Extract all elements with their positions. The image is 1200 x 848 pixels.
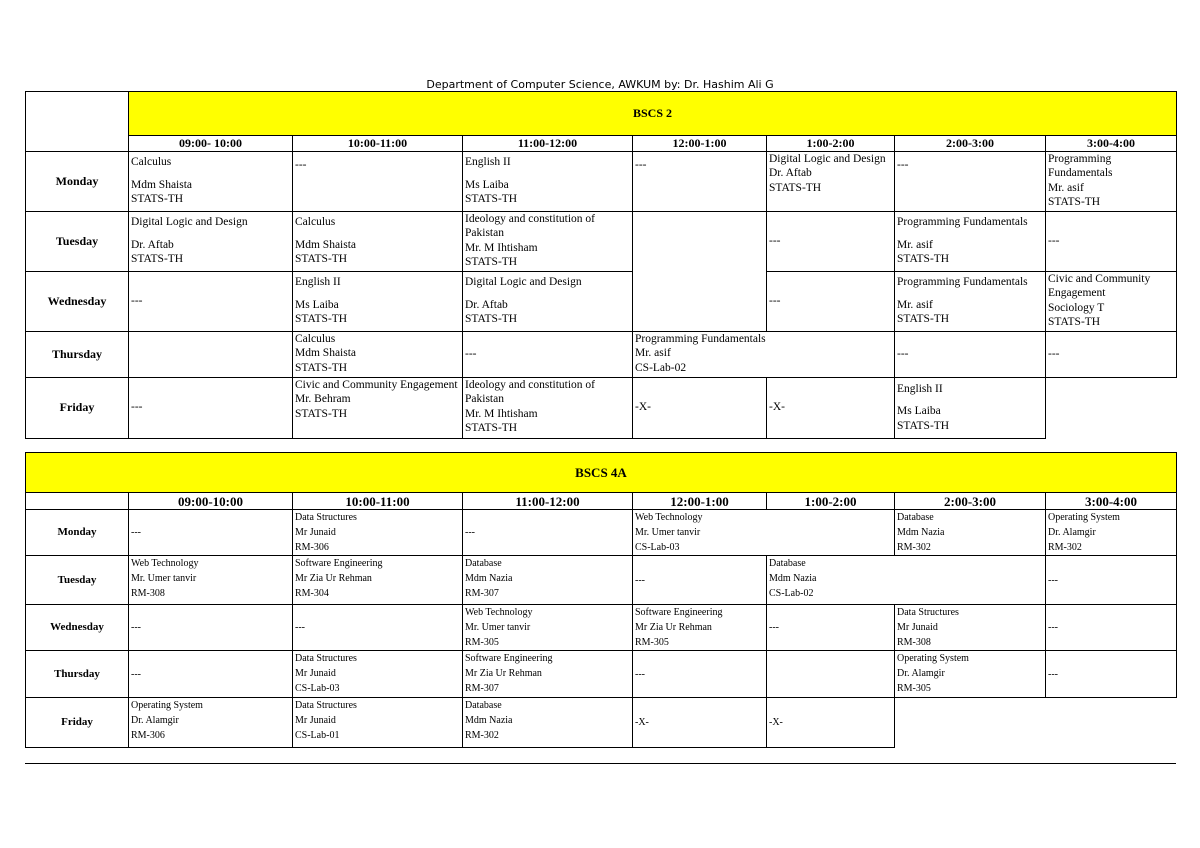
- class-slot: [293, 510, 463, 556]
- empty-slot: ---: [1046, 331, 1177, 377]
- course-name: Operating System: [1048, 512, 1120, 523]
- class-slot: [1046, 271, 1177, 331]
- room-name: RM-306: [131, 730, 165, 741]
- empty-slot: ---: [1046, 556, 1177, 605]
- course-name: Calculus: [131, 156, 172, 169]
- day-label-wednesday: Wednesday: [26, 271, 129, 331]
- room-name: CS-Lab-01: [295, 730, 340, 741]
- time-slot-header: 1:00-2:00: [767, 493, 895, 510]
- room-name: STATS-TH: [465, 313, 518, 326]
- room-name: STATS-TH: [897, 313, 950, 326]
- course-name: Ideology and constitution of Pakistan: [465, 212, 595, 239]
- time-slot-header: 11:00-12:00: [463, 493, 633, 510]
- section-title: BSCS 2: [129, 92, 1177, 136]
- corner-cell: [26, 493, 129, 510]
- instructor-name: Dr. Alamgir: [897, 668, 945, 679]
- course-name: Database: [769, 558, 806, 569]
- time-slot-header: 12:00-1:00: [633, 136, 767, 152]
- empty-slot: [767, 651, 895, 698]
- instructor-name: Dr. Alamgir: [131, 715, 179, 726]
- room-name: STATS-TH: [1048, 196, 1101, 208]
- class-slot: [293, 556, 463, 605]
- course-name: Ideology and constitution of Pakistan: [465, 378, 595, 405]
- instructor-name: Mdm Shaista: [295, 238, 357, 251]
- empty-slot: ---: [463, 331, 633, 377]
- empty-slot: ---: [895, 331, 1046, 377]
- day-label-thursday: Thursday: [26, 651, 129, 698]
- class-slot: [129, 211, 293, 271]
- room-name: RM-308: [897, 637, 931, 648]
- class-slot: [463, 651, 633, 698]
- course-name: Digital Logic and Design: [465, 276, 582, 289]
- cancelled-slot: -X-: [767, 698, 895, 748]
- empty-slot: ---: [895, 151, 1046, 211]
- instructor-name: Dr. Aftab: [465, 298, 508, 311]
- empty-slot: ---: [129, 605, 293, 651]
- empty-slot: ---: [767, 211, 895, 271]
- room-name: STATS-TH: [295, 313, 348, 326]
- course-name: Civic and Community Engagement: [1048, 272, 1151, 299]
- empty-slot: ---: [463, 510, 633, 556]
- room-name: RM-302: [465, 730, 499, 741]
- room-name: STATS-TH: [131, 193, 184, 206]
- course-name: Civic and Community Engagement: [295, 378, 458, 391]
- course-name: Programming Fundamentals: [1048, 152, 1113, 179]
- class-slot: [129, 698, 293, 748]
- course-name: Data Structures: [295, 653, 357, 664]
- empty-slot: [633, 211, 767, 331]
- empty-slot: ---: [129, 271, 293, 331]
- empty-slot: ---: [129, 377, 293, 438]
- time-slot-header: 2:00-3:00: [895, 493, 1046, 510]
- empty-slot: [129, 331, 293, 377]
- day-label-friday: Friday: [26, 377, 129, 438]
- class-slot: [633, 510, 895, 556]
- room-name: STATS-TH: [465, 422, 518, 434]
- room-name: RM-305: [897, 683, 931, 694]
- course-name: Calculus: [295, 332, 336, 345]
- class-slot: [895, 651, 1046, 698]
- course-name: Data Structures: [897, 607, 959, 618]
- course-name: Digital Logic and Design: [769, 152, 886, 165]
- room-name: CS-Lab-03: [295, 683, 340, 694]
- empty-slot: ---: [633, 151, 767, 211]
- empty-slot: ---: [1046, 211, 1177, 271]
- course-name: Data Structures: [295, 512, 357, 523]
- empty-slot: ---: [767, 271, 895, 331]
- instructor-name: Mr Junaid: [295, 668, 336, 679]
- room-name: STATS-TH: [295, 253, 348, 266]
- class-slot: [1046, 151, 1177, 211]
- instructor-name: Mdm Nazia: [897, 527, 945, 538]
- timetable-bscs2: [25, 91, 1177, 439]
- room-name: STATS-TH: [769, 181, 822, 194]
- course-name: Programming Fundamentals: [897, 276, 1028, 289]
- blank-cell: [895, 698, 1046, 748]
- room-name: CS-Lab-02: [635, 361, 687, 374]
- cancelled-slot: -X-: [633, 698, 767, 748]
- instructor-name: Mr. Umer tanvir: [465, 622, 531, 633]
- day-label-tuesday: Tuesday: [26, 211, 129, 271]
- time-slot-header: 10:00-11:00: [293, 136, 463, 152]
- day-label-monday: Monday: [26, 151, 129, 211]
- empty-slot: ---: [633, 651, 767, 698]
- class-slot: [463, 211, 633, 271]
- time-slot-header: 3:00-4:00: [1046, 493, 1177, 510]
- instructor-name: Mr. asif: [635, 347, 671, 359]
- class-slot: [293, 331, 463, 377]
- document-header: Department of Computer Science, AWKUM by: Dr. Hashim Ali G: [426, 78, 774, 91]
- instructor-name: Dr. Aftab: [131, 238, 174, 251]
- room-name: STATS-TH: [131, 253, 184, 266]
- instructor-name: Mdm Shaista: [295, 347, 357, 359]
- empty-slot: ---: [767, 605, 895, 651]
- class-slot: [463, 377, 633, 438]
- room-name: RM-306: [295, 542, 329, 553]
- room-name: CS-Lab-02: [769, 588, 814, 599]
- class-slot: [895, 510, 1046, 556]
- timetable-bscs4a: [25, 452, 1177, 748]
- instructor-name: Mr. asif: [897, 298, 933, 311]
- course-name: Digital Logic and Design: [131, 216, 248, 229]
- room-name: RM-302: [1048, 542, 1082, 553]
- instructor-name: Mr. Behram: [295, 393, 351, 405]
- day-label-friday: Friday: [26, 698, 129, 748]
- empty-slot: ---: [293, 151, 463, 211]
- instructor-name: Sociology T: [1048, 301, 1105, 314]
- class-slot: [463, 605, 633, 651]
- time-slot-header: 09:00-10:00: [129, 493, 293, 510]
- class-slot: [463, 556, 633, 605]
- course-name: Programming Fundamentals: [897, 216, 1028, 229]
- class-slot: [129, 556, 293, 605]
- empty-slot: ---: [129, 651, 293, 698]
- page-bottom-rule: [25, 763, 1176, 764]
- time-slot-header: 11:00-12:00: [463, 136, 633, 152]
- instructor-name: Mr Zia Ur Rehman: [635, 622, 712, 633]
- course-name: Software Engineering: [465, 653, 553, 664]
- class-slot: [633, 331, 895, 377]
- time-slot-header: 2:00-3:00: [895, 136, 1046, 152]
- day-label-tuesday: Tuesday: [26, 556, 129, 605]
- day-label-wednesday: Wednesday: [26, 605, 129, 651]
- room-name: STATS-TH: [295, 407, 348, 420]
- room-name: STATS-TH: [465, 256, 518, 268]
- room-name: CS-Lab-03: [635, 542, 680, 553]
- room-name: STATS-TH: [897, 419, 950, 432]
- course-name: Web Technology: [635, 512, 703, 523]
- day-label-monday: Monday: [26, 510, 129, 556]
- course-name: Data Structures: [295, 700, 357, 711]
- class-slot: [293, 377, 463, 438]
- empty-slot: ---: [1046, 605, 1177, 651]
- course-name: Programming Fundamentals: [635, 332, 766, 345]
- instructor-name: Mr Junaid: [897, 622, 938, 633]
- room-name: RM-305: [635, 637, 669, 648]
- class-slot: [463, 151, 633, 211]
- time-slot-header: 12:00-1:00: [633, 493, 767, 510]
- time-slot-header: 09:00- 10:00: [129, 136, 293, 152]
- course-name: Database: [465, 558, 502, 569]
- instructor-name: Dr. Aftab: [769, 167, 812, 179]
- instructor-name: Mr. Umer tanvir: [131, 573, 197, 584]
- instructor-name: Ms Laiba: [465, 178, 509, 191]
- empty-slot: ---: [129, 510, 293, 556]
- room-name: RM-307: [465, 683, 499, 694]
- room-name: RM-308: [131, 588, 165, 599]
- class-slot: [767, 151, 895, 211]
- room-name: STATS-TH: [897, 253, 950, 266]
- time-slot-header: 10:00-11:00: [293, 493, 463, 510]
- instructor-name: Mdm Nazia: [769, 573, 817, 584]
- class-slot: [895, 271, 1046, 331]
- class-slot: [129, 151, 293, 211]
- instructor-name: Ms Laiba: [897, 405, 941, 418]
- class-slot: [463, 271, 633, 331]
- class-slot: [633, 605, 767, 651]
- course-name: English II: [897, 382, 943, 395]
- class-slot: [895, 377, 1046, 438]
- section-title: BSCS 4A: [26, 453, 1177, 493]
- course-name: Operating System: [897, 653, 969, 664]
- instructor-name: Mr. M Ihtisham: [465, 407, 538, 420]
- course-name: Web Technology: [465, 607, 533, 618]
- room-name: STATS-TH: [295, 361, 348, 374]
- instructor-name: Mr. asif: [897, 238, 933, 251]
- class-slot: [293, 271, 463, 331]
- instructor-name: Mr Junaid: [295, 527, 336, 538]
- instructor-name: Mdm Nazia: [465, 573, 513, 584]
- empty-slot: ---: [633, 556, 767, 605]
- room-name: RM-304: [295, 588, 329, 599]
- course-name: Software Engineering: [635, 607, 723, 618]
- course-name: Software Engineering: [295, 558, 383, 569]
- course-name: Database: [897, 512, 934, 523]
- course-name: Operating System: [131, 700, 203, 711]
- empty-slot: ---: [293, 605, 463, 651]
- class-slot: [895, 605, 1046, 651]
- cancelled-slot: -X-: [633, 377, 767, 438]
- course-name: Web Technology: [131, 558, 199, 569]
- course-name: English II: [295, 276, 341, 289]
- instructor-name: Ms Laiba: [295, 298, 339, 311]
- blank-cell: [1046, 698, 1177, 748]
- time-slot-header: 3:00-4:00: [1046, 136, 1177, 152]
- class-slot: [1046, 510, 1177, 556]
- time-slot-header: 1:00-2:00: [767, 136, 895, 152]
- room-name: STATS-TH: [1048, 316, 1101, 328]
- instructor-name: Mr Junaid: [295, 715, 336, 726]
- course-name: Calculus: [295, 216, 336, 229]
- instructor-name: Mr. asif: [1048, 181, 1084, 194]
- class-slot: [895, 211, 1046, 271]
- class-slot: [293, 698, 463, 748]
- cancelled-slot: -X-: [767, 377, 895, 438]
- class-slot: [293, 211, 463, 271]
- empty-slot: ---: [1046, 651, 1177, 698]
- instructor-name: Mdm Shaista: [131, 178, 193, 191]
- room-name: RM-307: [465, 588, 499, 599]
- room-name: STATS-TH: [465, 193, 518, 206]
- instructor-name: Mr Zia Ur Rehman: [295, 573, 372, 584]
- corner-cell: [26, 92, 129, 152]
- blank-cell: [1046, 377, 1177, 438]
- course-name: English II: [465, 156, 511, 169]
- instructor-name: Dr. Alamgir: [1048, 527, 1096, 538]
- class-slot: [463, 698, 633, 748]
- class-slot: [293, 651, 463, 698]
- instructor-name: Mr. Umer tanvir: [635, 527, 701, 538]
- instructor-name: Mr. M Ihtisham: [465, 241, 538, 254]
- course-name: Database: [465, 700, 502, 711]
- instructor-name: Mr Zia Ur Rehman: [465, 668, 542, 679]
- room-name: RM-302: [897, 542, 931, 553]
- instructor-name: Mdm Nazia: [465, 715, 513, 726]
- day-label-thursday: Thursday: [26, 331, 129, 377]
- class-slot: [767, 556, 1046, 605]
- room-name: RM-305: [465, 637, 499, 648]
